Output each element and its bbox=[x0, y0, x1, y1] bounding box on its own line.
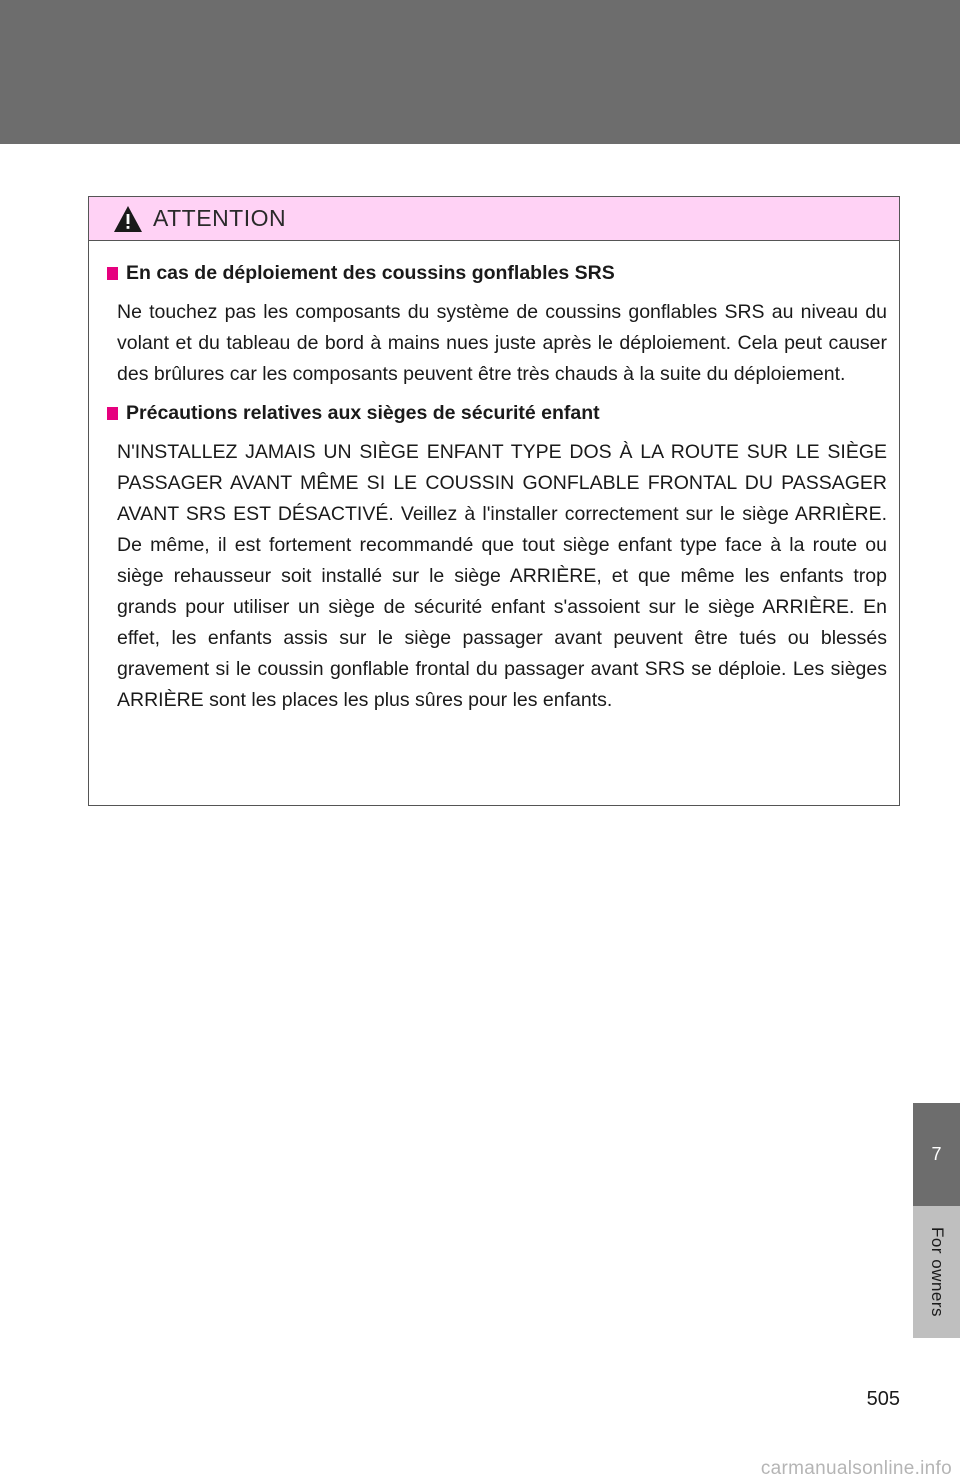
attention-body bbox=[89, 241, 899, 716]
chapter-label: For owners bbox=[927, 1226, 947, 1318]
section-title bbox=[107, 399, 887, 427]
attention-header bbox=[89, 197, 899, 241]
section-title-text: Précautions relatives aux sièges de sécurité enfant bbox=[126, 401, 600, 424]
square-bullet-icon bbox=[107, 267, 118, 280]
top-header-band bbox=[0, 0, 960, 144]
chapter-number: 7 bbox=[931, 1144, 942, 1164]
chapter-tab bbox=[913, 1103, 960, 1206]
section-airbag-deployment bbox=[107, 259, 887, 390]
section-text: N'INSTALLEZ JAMAIS UN SIÈGE ENFANT TYPE DOS À LA ROUTE SUR LE SIÈGE PASSAGER AVANT MÊME SI LE COUSSIN GONFLABLE FRONTAL DU PASSAGER AVANT SRS EST DÉSACTIVÉ. Veillez à l'installer correctement sur le siège ARRIÈRE. De même, il est fortement recommandé que tout siège enfant type face à la route ou siège rehausseur soit installé sur le siège ARRIÈRE, et que même les enfants trop grands pour utiliser un siège de sécurité enfant s'assoient sur le siège ARRIÈRE. En effet, les enfants assis sur le siège passager avant peuvent être tués ou blessés gravement si le coussin gonflable frontal du passager avant SRS se déploie. Les sièges ARRIÈRE sont les places les plus sûres pour les enfants. bbox=[117, 441, 887, 711]
watermark: carmanualsonline.info bbox=[760, 1458, 952, 1479]
page-number: 505 bbox=[866, 1388, 900, 1410]
section-title-text: En cas de déploiement des coussins gonflables SRS bbox=[126, 261, 615, 284]
section-child-seat-precautions bbox=[107, 399, 887, 716]
section-text: Ne touchez pas les composants du système de coussins gonflables SRS au niveau du volant et du tableau de bord à mains nues juste après le déploiement. Cela peut causer des brûlures car les composants peuvent être très chauds à la suite du déploiement. bbox=[117, 301, 887, 385]
warning-triangle-icon bbox=[113, 205, 143, 233]
square-bullet-icon bbox=[107, 407, 118, 420]
section-title bbox=[107, 259, 887, 287]
attention-title: ATTENTION bbox=[153, 205, 287, 231]
attention-box bbox=[88, 196, 900, 806]
chapter-label-tab bbox=[913, 1206, 960, 1338]
